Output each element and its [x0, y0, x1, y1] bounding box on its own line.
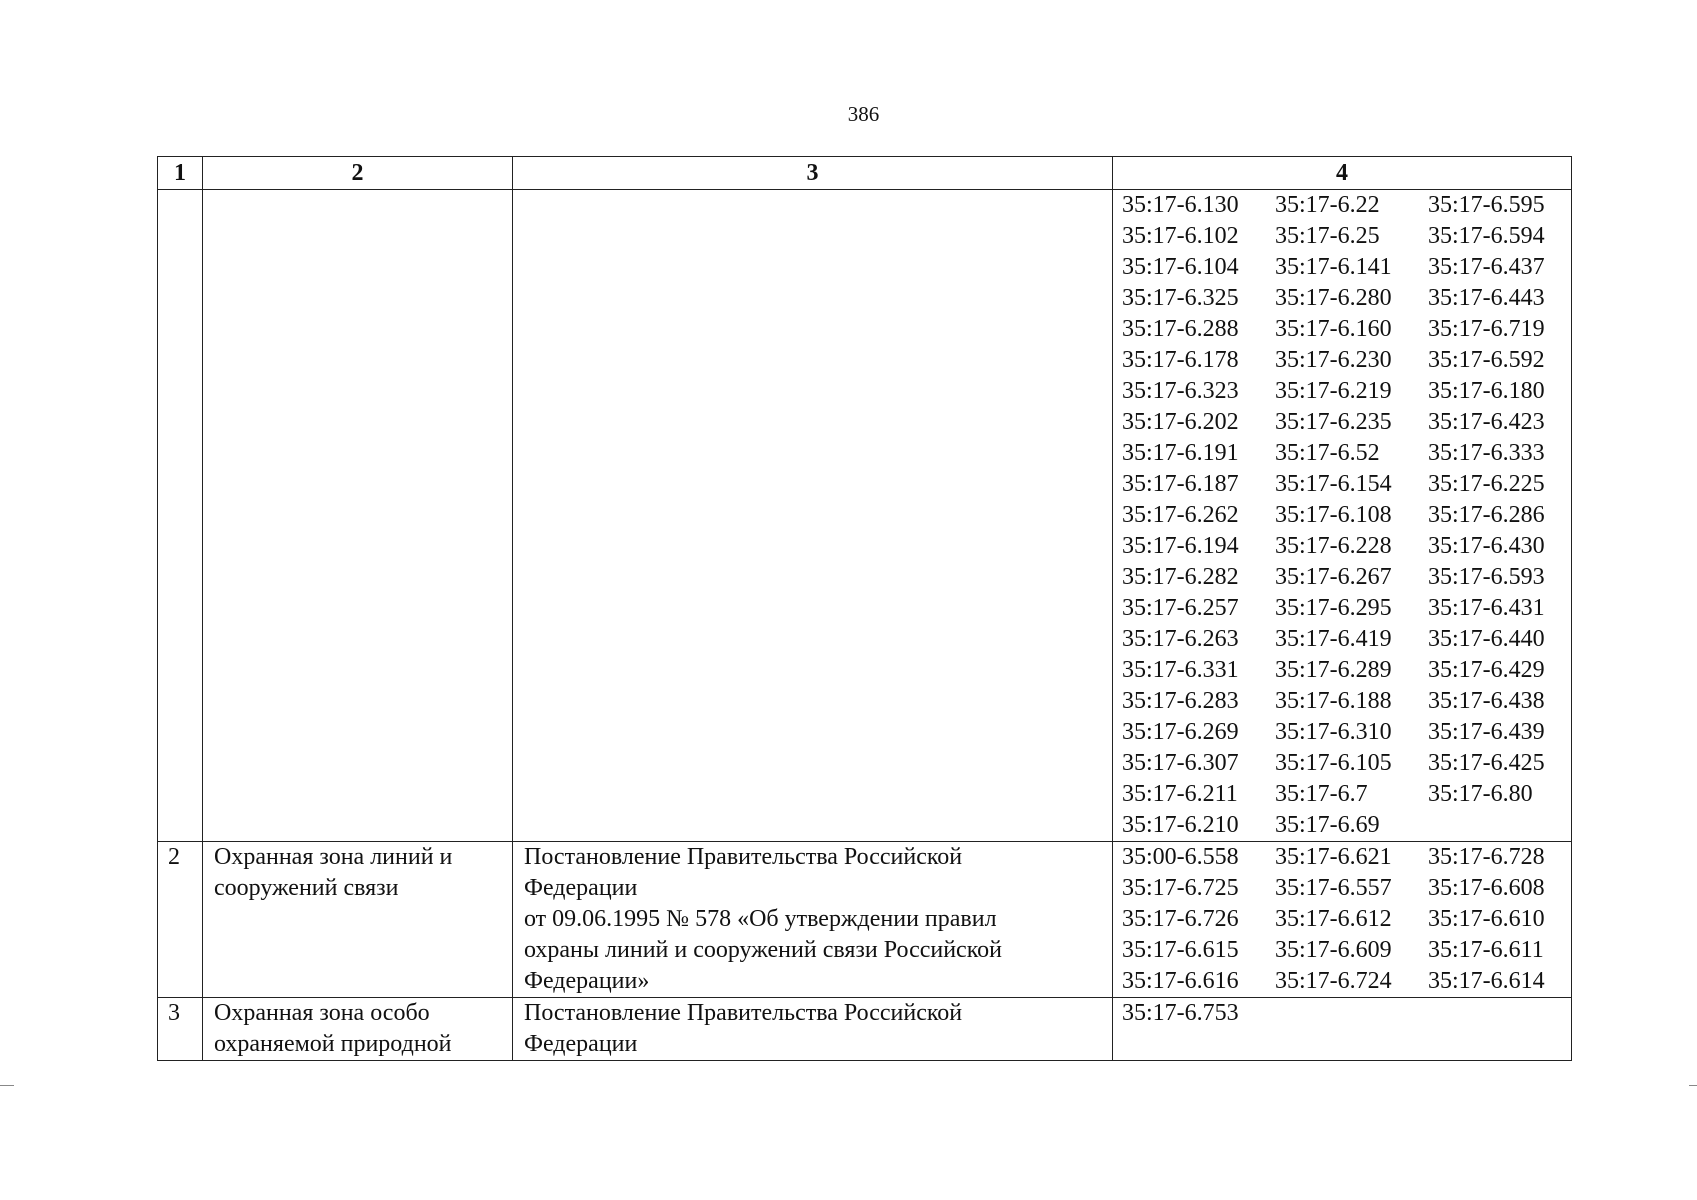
- legal-basis-line: Постановление Правительства Российской: [524, 1000, 963, 1026]
- legal-basis-cell: [513, 998, 1113, 1061]
- zone-name-cell: [203, 998, 513, 1061]
- zone-name-line: охраняемой природной: [214, 1031, 452, 1057]
- cadastral-code: 35:17-6.725: [1122, 875, 1239, 901]
- cadastral-code: 35:17-6.323: [1122, 378, 1239, 404]
- cadastral-code: 35:17-6.728: [1428, 844, 1545, 870]
- zone-name-cell: [203, 842, 513, 998]
- cadastral-codes-grid: [1113, 842, 1571, 997]
- cadastral-code: 35:17-6.288: [1122, 316, 1239, 342]
- cadastral-code: 35:17-6.269: [1122, 719, 1239, 745]
- cadastral-code: 35:17-6.235: [1275, 409, 1392, 435]
- row-number: 2: [158, 842, 203, 998]
- cadastral-code: 35:17-6.188: [1275, 688, 1392, 714]
- cadastral-code: 35:17-6.230: [1275, 347, 1392, 373]
- cadastral-code: 35:17-6.616: [1122, 968, 1239, 994]
- cadastral-code: [1428, 810, 1578, 841]
- cadastral-code: 35:17-6.331: [1122, 657, 1239, 683]
- cadastral-code: 35:17-6.608: [1428, 875, 1545, 901]
- cadastral-codes-cell: [1113, 998, 1572, 1061]
- cadastral-code: 35:17-6.280: [1275, 285, 1392, 311]
- cadastral-code: 35:17-6.423: [1428, 409, 1545, 435]
- legal-basis-cell: [513, 190, 1113, 842]
- cadastral-code: 35:17-6.80: [1428, 781, 1533, 807]
- cadastral-code: 35:17-6.307: [1122, 750, 1239, 776]
- cadastral-code: 35:17-6.160: [1275, 316, 1392, 342]
- cadastral-code: 35:17-6.102: [1122, 223, 1239, 249]
- cadastral-code: 35:17-6.191: [1122, 440, 1239, 466]
- cadastral-code: 35:17-6.22: [1275, 192, 1380, 218]
- cadastral-code: 35:17-6.7: [1275, 781, 1368, 807]
- cadastral-code: 35:17-6.211: [1122, 781, 1238, 807]
- cadastral-code: 35:17-6.431: [1428, 595, 1545, 621]
- cadastral-code: 35:17-6.219: [1275, 378, 1392, 404]
- row-number: [158, 190, 203, 842]
- cadastral-code: 35:17-6.594: [1428, 223, 1545, 249]
- cadastral-code: 35:17-6.724: [1275, 968, 1392, 994]
- cadastral-code: 35:17-6.180: [1428, 378, 1545, 404]
- scan-edge-mark-left: [0, 1085, 14, 1086]
- cadastral-code: 35:17-6.592: [1428, 347, 1545, 373]
- table-row: [158, 998, 1572, 1061]
- cadastral-code: 35:17-6.178: [1122, 347, 1239, 373]
- header-col-3: 3: [513, 157, 1113, 190]
- cadastral-code: 35:17-6.595: [1428, 192, 1545, 218]
- cadastral-code: 35:17-6.333: [1428, 440, 1545, 466]
- cadastral-code: 35:17-6.611: [1428, 937, 1544, 963]
- cadastral-code: 35:17-6.440: [1428, 626, 1545, 652]
- page-number: 386: [847, 102, 880, 126]
- cadastral-code: 35:17-6.621: [1275, 844, 1392, 870]
- cadastral-code: 35:17-6.430: [1428, 533, 1545, 559]
- cadastral-code: 35:17-6.108: [1275, 502, 1392, 528]
- legal-basis-line: охраны линий и сооружений связи Российской: [524, 937, 1002, 963]
- cadastral-code: 35:17-6.310: [1275, 719, 1392, 745]
- cadastral-code: 35:17-6.105: [1275, 750, 1392, 776]
- zone-name-line: Охранная зона линий и: [214, 844, 453, 870]
- zones-table: [157, 156, 1572, 1061]
- cadastral-code: 35:17-6.194: [1122, 533, 1239, 559]
- cadastral-code: 35:17-6.614: [1428, 968, 1545, 994]
- cadastral-code: 35:17-6.425: [1428, 750, 1545, 776]
- cadastral-code: 35:17-6.753: [1122, 1000, 1239, 1026]
- cadastral-code: 35:17-6.286: [1428, 502, 1545, 528]
- cadastral-code: 35:17-6.719: [1428, 316, 1545, 342]
- zone-name-line: сооружений связи: [214, 875, 399, 901]
- cadastral-codes-grid: [1113, 190, 1571, 841]
- cadastral-code: 35:17-6.609: [1275, 937, 1392, 963]
- table-row: [158, 842, 1572, 998]
- cadastral-code: 35:17-6.439: [1428, 719, 1545, 745]
- table-row: [158, 190, 1572, 842]
- cadastral-code: 35:17-6.726: [1122, 906, 1239, 932]
- cadastral-code: 35:00-6.558: [1122, 844, 1239, 870]
- cadastral-code: 35:17-6.202: [1122, 409, 1239, 435]
- cadastral-code: 35:17-6.69: [1275, 812, 1380, 838]
- cadastral-code: 35:17-6.225: [1428, 471, 1545, 497]
- cadastral-code: 35:17-6.52: [1275, 440, 1380, 466]
- cadastral-code: 35:17-6.438: [1428, 688, 1545, 714]
- cadastral-code: 35:17-6.612: [1275, 906, 1392, 932]
- cadastral-code: 35:17-6.289: [1275, 657, 1392, 683]
- zone-name-line: Охранная зона особо: [214, 1000, 430, 1026]
- scan-edge-mark-right: [1689, 1085, 1697, 1086]
- cadastral-code: 35:17-6.443: [1428, 285, 1545, 311]
- cadastral-code: 35:17-6.282: [1122, 564, 1239, 590]
- cadastral-code: 35:17-6.283: [1122, 688, 1239, 714]
- cadastral-code: 35:17-6.154: [1275, 471, 1392, 497]
- cadastral-code: 35:17-6.263: [1122, 626, 1239, 652]
- cadastral-code: 35:17-6.187: [1122, 471, 1239, 497]
- cadastral-code: 35:17-6.419: [1275, 626, 1392, 652]
- cadastral-code: 35:17-6.257: [1122, 595, 1239, 621]
- cadastral-code: 35:17-6.557: [1275, 875, 1392, 901]
- cadastral-code: 35:17-6.615: [1122, 937, 1239, 963]
- legal-basis-cell: [513, 842, 1113, 998]
- legal-basis-line: Федерации: [524, 1031, 638, 1057]
- legal-basis-line: Федерации: [524, 875, 638, 901]
- legal-basis-line: Федерации»: [524, 968, 650, 994]
- cadastral-code: 35:17-6.610: [1428, 906, 1545, 932]
- header-col-4: 4: [1113, 157, 1572, 190]
- row-number: 3: [158, 998, 203, 1061]
- cadastral-code: 35:17-6.104: [1122, 254, 1239, 280]
- header-col-2: 2: [203, 157, 513, 190]
- header-col-1: 1: [158, 157, 203, 190]
- cadastral-code: 35:17-6.437: [1428, 254, 1545, 280]
- cadastral-code: 35:17-6.267: [1275, 564, 1392, 590]
- cadastral-code: 35:17-6.325: [1122, 285, 1239, 311]
- cadastral-codes-grid: [1113, 998, 1571, 1029]
- legal-basis-line: Постановление Правительства Российской: [524, 844, 963, 870]
- cadastral-code: 35:17-6.228: [1275, 533, 1392, 559]
- cadastral-code: 35:17-6.262: [1122, 502, 1239, 528]
- table-header-row: [158, 157, 1572, 190]
- cadastral-code: 35:17-6.25: [1275, 223, 1380, 249]
- zone-name-cell: [203, 190, 513, 842]
- cadastral-codes-cell: [1113, 190, 1572, 842]
- cadastral-code: 35:17-6.130: [1122, 192, 1239, 218]
- legal-basis-line: от 09.06.1995 № 578 «Об утверждении правил: [524, 906, 997, 932]
- cadastral-code: 35:17-6.593: [1428, 564, 1545, 590]
- cadastral-code: 35:17-6.141: [1275, 254, 1392, 280]
- cadastral-codes-cell: [1113, 842, 1572, 998]
- table-body: [158, 190, 1572, 1061]
- cadastral-code: 35:17-6.210: [1122, 812, 1239, 838]
- cadastral-code: 35:17-6.429: [1428, 657, 1545, 683]
- cadastral-code: 35:17-6.295: [1275, 595, 1392, 621]
